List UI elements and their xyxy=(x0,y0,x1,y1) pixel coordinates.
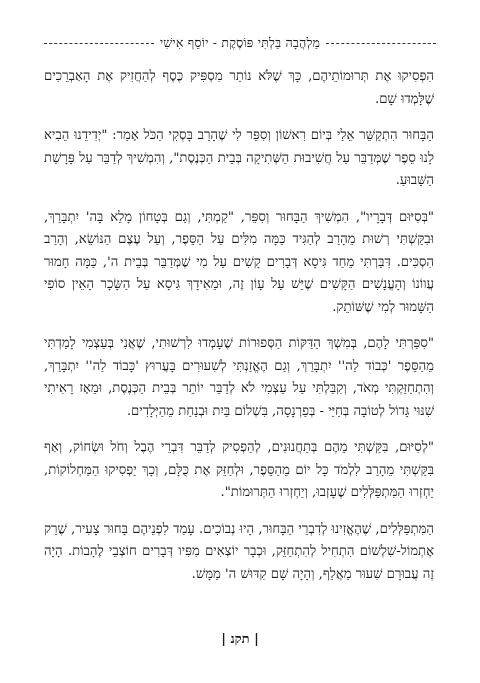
paragraph-6: הַמִּתְפַּלְּלִים, שֶׁהֶאֱזִינוּ לְדִבְרֵי הַבָּחוּר, הָיוּ נְבוֹכִים. עָמַד לִפְנֵיהֶם בָּחוּר צָעִיר, שֶׁרַק אֶתְמוֹל-שִׁלְשׁוֹם הִתְחִיל לְהִתְחַזֵּק, וּכְבָר יוֹצְאִים מִפִּיו דְּבָרִים חוֹצְבֵי לֶהָבוֹת. הָיָה זֶה עֲבוּרָם שִׁעוּר מַאֲלֵף, וְהָיָה שָׁם קִדּוּשׁ ה' מַמָּשׁ. xyxy=(44,521,434,582)
paragraph-1: הִפְסִיקוּ אֶת תְּרוּמוֹתֵיהֶם, כָּךְ שֶׁלֹּא נוֹתַר מִסְפִּיק כֶּסֶף לְהַחֲזִיק אֶת הָאַבְרֵכִים שֶׁלָּמְדוּ שָׁם. xyxy=(44,69,434,107)
paragraph-5: "לְסִיּוּם, בִּקַּשְׁתִּי מֵהֶם בְּתַחֲנוּנִים, לְהַפְסִיק לְדַבֵּר דִּבְרֵי הֶבֶל וְחֹל וּשְׂחוֹק, וְאַף בִּקַּשְׁתִּי מֵהָרַב לִלְמֹד כָּל יוֹם מֵהַסֵּפֶר, וּלְחַזֵּק אֶת כֻּלָּם, וְכָךְ יַפְסִיקוּ הַמַּחְלוֹקוֹת, יַחְזְרוּ הַמִּתְפַּלְּלִים שֶׁעָזְבוּ, וְיַחְזְרוּ הַתְּרוּמוֹת". xyxy=(44,440,434,500)
running-header xyxy=(44,33,436,53)
header-title: מַלְהֲבָה בַּלְתִּי פּוֹסֶקֶת - יוֹסֵף אִישִׁי xyxy=(159,35,321,50)
paragraph-2: הַבָּחוּר הִתְקַשֵּׁר אֵלַי בְּיוֹם רִאשׁוֹן וְסִפֵּר לִי שֶׁהָרַב בָּסְקִי הַכֹּל אָמַר: "יְדִידֵנוּ הֵבִיא לָנוּ סֵפֶר שֶׁמְּדַבֵּר עַל חֲשִׁיבוּת הַשְּׁתִיקָה בְּבֵית הַכְּנֶסֶת", וְהִמְשִׁיךְ לְדַבֵּר עַל פָּרָשַׁת הַשָּׁבוּעַ. xyxy=(44,128,434,188)
header-rule-left xyxy=(44,43,154,44)
paragraph-4: "סִפַּרְתִּי לָהֶם, בְּמִשְׁךְ הַדַּקּוֹת הַסְּפוּרוֹת שֶׁעָמְדוּ לִרְשׁוּתִי, שֶׁאֲנִי בְּעַצְמִי לָמַדְתִּי מֵהַסֵּפֶר 'כְּבוֹד לַה'' יִתְבָּרַךְ, וְגַם הֶאֱזַנְתִּי לְשִׁעוּרִים בָּעֲרוּץ 'כָּבוֹד לַה'' יִתְבָּרַךְ, וְהִתְחַזַּקְתִּי מְאֹד, וְקִבַּלְתִּי עַל עַצְמִי לֹא לְדַבֵּר יוֹתֵר בְּבֵית הַכְּנֶסֶת, וּמֵאָז רָאִיתִי שִׁנּוּי גָּדוֹל לְטוֹבָה בְּחַיַּי - בְּפַרְנָסָה, בִּשְׁלוֹם בַּיִת וּבְנַחַת מֵהַיְּלָדִים. xyxy=(44,336,434,419)
paragraph-3: "בְּסִיּוּם דְּבָרָיו", הִמְשִׁיךְ הַבָּחוּר וְסִפֵּר, "קַמְתִּי, וְגַם בְּטָחוֹן מָלֵא בָּה' יִתְבָּרַךְ, וּבִקַּשְׁתִּי רְשׁוּת מֵהָרַב לְהַגִּיד כַּמָּה מִלִּים עַל הַסֵּפֶר, וְעַל עֶצֶם הַנּוֹשֵׂא, וְהָרַב הִסְכִּים. דִּבַּרְתִּי מֵחַד גִּיסָא דְּבָרִים קָשִׁים עַל מִי שֶׁמְּדַבֵּר בְּבֵית ה', כַּמָּה חָמוּר עֲווֹנוֹ וְהָעֳנָשִׁים הַקָּשִׁים שֶׁיֵּשׁ עַל עָוֹן זֶה, וּמֵאִידָךְ גִּיסָא עַל הַשָּׂכָר הָאֵין סוֹפִי הַשָּׁמוּר לְמִי שֶׁשּׁוֹתֵק. xyxy=(44,209,434,315)
body-text xyxy=(44,66,434,600)
page-number: | תקנ | xyxy=(221,632,259,647)
header-rule-right xyxy=(326,43,436,44)
